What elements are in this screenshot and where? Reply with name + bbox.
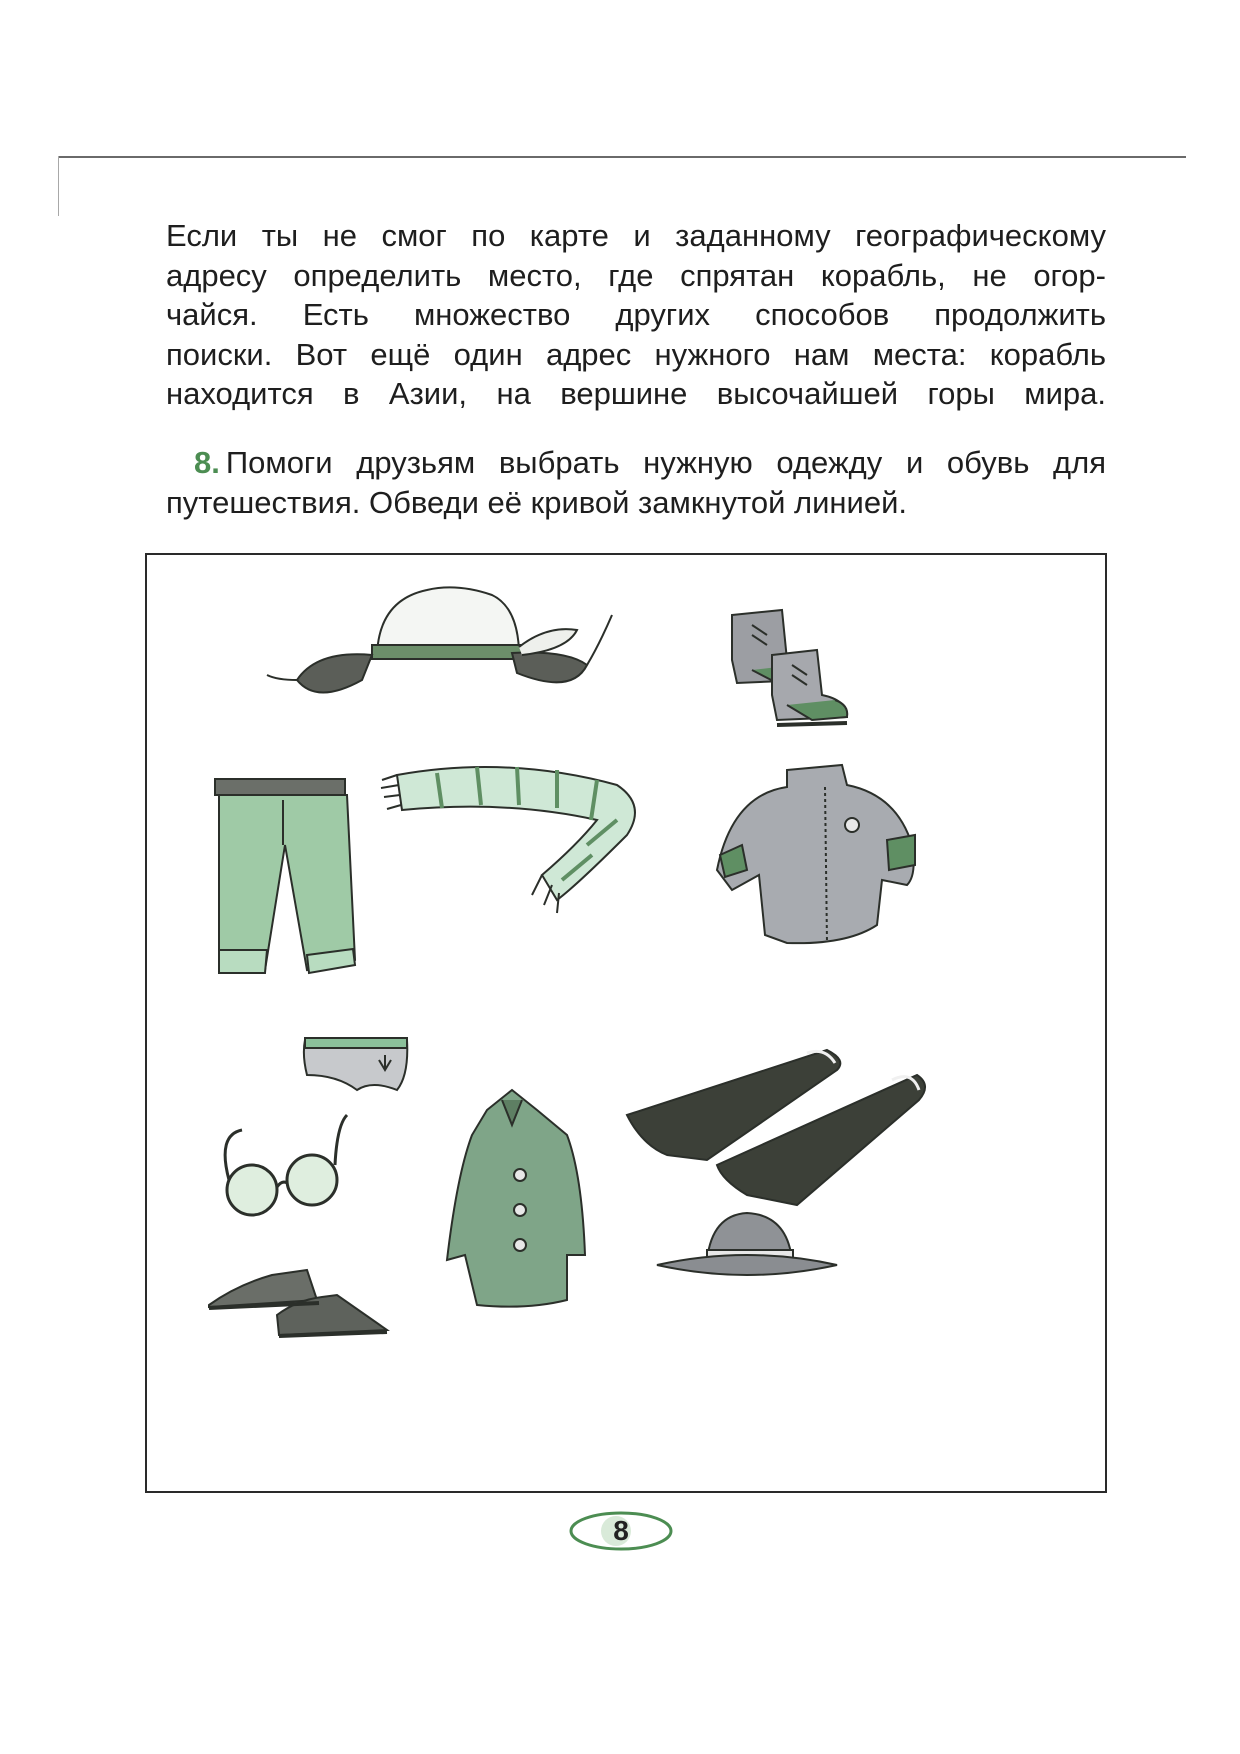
task-line-2: путешествия. Обведи её кривой замкнутой линией. [166, 484, 908, 520]
fur-hat-icon[interactable] [267, 587, 612, 692]
task-paragraph [166, 443, 1106, 522]
task-number: 8. [194, 445, 220, 480]
intro-paragraph [166, 216, 1106, 414]
intro-line: адресу определить место, где спрятан корабль, не огор- [166, 257, 1106, 293]
swim-trunks-icon[interactable] [304, 1038, 407, 1090]
task-text-1: Помоги друзьям выбрать нужную одежду и обувь для [225, 445, 1106, 480]
eyeglasses-icon[interactable] [225, 1115, 347, 1215]
intro-line: чайся. Есть множество других способов продолжить [166, 297, 1106, 332]
flippers-icon[interactable] [627, 1050, 925, 1205]
winter-jacket-icon[interactable] [717, 765, 915, 943]
left-rule [58, 156, 59, 216]
task-line-1 [166, 443, 1106, 483]
striped-scarf-icon[interactable] [381, 767, 635, 913]
page-number: 8 [613, 1515, 629, 1546]
hiking-boots-icon[interactable] [732, 610, 847, 725]
shoes-icon[interactable] [209, 1270, 387, 1336]
intro-line: Если ты не смог по карте и заданному географическому [166, 218, 1106, 253]
trousers-icon[interactable] [215, 779, 355, 973]
clothing-selection-panel [145, 553, 1107, 1493]
brimmed-hat-icon[interactable] [657, 1213, 837, 1275]
coat-icon[interactable] [447, 1090, 585, 1307]
page-number-badge [566, 1508, 676, 1554]
intro-line: поиски. Вот ещё один адрес нужного нам места: корабль [166, 336, 1106, 372]
intro-line: находится в Азии, на вершине высочайшей горы мира. [166, 376, 1106, 411]
top-rule [58, 156, 1186, 158]
